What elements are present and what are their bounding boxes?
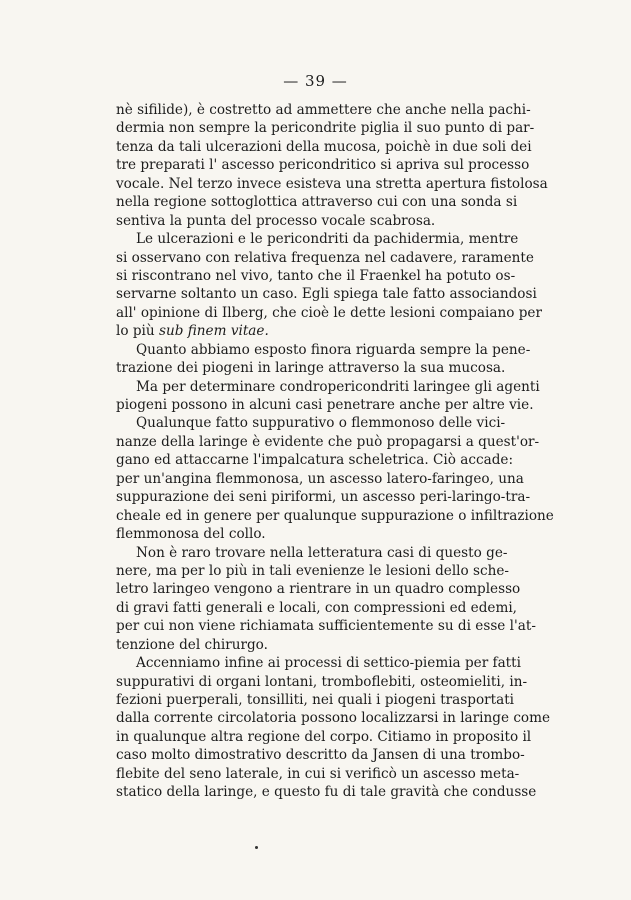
body-text — [116, 101, 554, 802]
text-line-content: tre preparati l' ascesso pericondritico si apriva sul processo — [116, 157, 530, 174]
text-line — [116, 709, 551, 727]
text-line — [116, 230, 519, 248]
text-line-content: tenzione del chirurgo. — [116, 636, 268, 653]
text-line-content: Quanto abbiamo esposto finora riguarda sempre la pene- — [136, 341, 531, 358]
text-line — [116, 599, 518, 617]
text-line — [116, 175, 548, 193]
text-line — [116, 673, 528, 691]
italic-phrase: sub finem vitae. — [158, 323, 269, 340]
text-line-content: tenza da tali ulcerazioni della mucosa, poichè in due soli dei — [116, 138, 532, 155]
text-line — [116, 636, 488, 654]
text-line — [116, 580, 521, 598]
text-line-content: trazione dei piogeni in laringe attraverso la sua mucosa. — [116, 360, 506, 377]
text-line-content: fezioni puerperali, tonsilliti, nei quali i piogeni trasportati — [116, 692, 515, 708]
text-line-content: lo più — [116, 323, 159, 340]
text-line — [116, 414, 506, 432]
text-line-content: cheale ed in genere per qualunque suppurazione o infiltrazione — [116, 507, 554, 524]
text-line-content: dermia non sempre la pericondrite piglia il suo punto di par- — [116, 120, 535, 137]
text-line — [116, 507, 554, 525]
text-line — [116, 783, 537, 801]
text-line-content: suppurativi di organi lontani, tromboflebiti, osteomieliti, in- — [116, 673, 528, 690]
page-number: — 39 — — [283, 72, 348, 90]
text-line — [116, 396, 534, 414]
text-line — [116, 267, 516, 285]
text-line — [116, 470, 524, 488]
ink-speck — [255, 846, 258, 849]
text-line — [116, 451, 514, 469]
text-line-content: dalla corrente circolatoria possono localizzarsi in laringe come — [116, 710, 551, 727]
text-line — [116, 101, 531, 119]
text-line — [116, 193, 518, 211]
text-line-content: all' opinione di Ilberg, che cioè le dette lesioni compaiano per — [116, 304, 542, 321]
text-line — [116, 119, 535, 137]
text-line-content: servarne soltanto un caso. Egli spiega tale fatto associandosi — [116, 286, 537, 303]
text-line-content: suppurazione dei seni piriformi, un ascesso peri-laringo-tra- — [116, 489, 531, 506]
text-line — [116, 285, 537, 303]
text-line — [116, 691, 515, 709]
text-line-content: in qualunque altra regione del corpo. Citiamo in proposito il — [116, 728, 532, 745]
text-line-content: caso molto dimostrativo descritto da Jansen di una trombo- — [116, 747, 525, 764]
text-line — [116, 322, 488, 340]
text-line — [116, 433, 540, 451]
text-line-content: Ma per determinare condropericondriti laringee gli agenti — [136, 378, 540, 395]
text-line-content: letro laringeo vengono a rientrare in un quadro complesso — [116, 581, 521, 598]
text-line — [116, 746, 525, 764]
text-line-content: sentiva la punta del processo vocale scabrosa. — [116, 212, 436, 229]
text-line-content: si osservano con relativa frequenza nel cadavere, raramente — [116, 249, 534, 266]
text-line — [116, 156, 530, 174]
text-line-content: Le ulcerazioni e le pericondriti da pachidermia, mentre — [136, 231, 519, 248]
text-line-content: per un'angina flemmonosa, un ascesso latero-faringeo, una — [116, 470, 524, 487]
text-line-content: nè sifilide), è costretto ad ammettere che anche nella pachi- — [116, 102, 531, 118]
text-line — [116, 341, 531, 359]
text-line-content: statico della laringe, e questo fu di tale gravità che condusse — [116, 784, 537, 801]
text-line-content: di gravi fatti generali e locali, con compressioni ed edemi, — [116, 599, 518, 616]
text-line-content: nanze della laringe è evidente che può propagarsi a quest'or- — [116, 433, 540, 450]
text-line — [116, 359, 506, 377]
text-line — [116, 765, 520, 783]
text-line-content: Qualunque fatto suppurativo o flemmonoso delle vici- — [136, 415, 506, 432]
text-line-content: vocale. Nel terzo invece esisteva una stretta apertura fistolosa — [116, 175, 548, 192]
text-line — [116, 525, 488, 543]
text-line — [116, 378, 540, 396]
text-line — [116, 249, 534, 267]
text-line — [116, 544, 508, 562]
text-line-content: Accenniamo infine ai processi di settico-piemia per fatti — [136, 655, 521, 672]
text-line-content: flebite del seno laterale, in cui si verificò un ascesso meta- — [116, 765, 520, 782]
text-line — [116, 728, 532, 746]
text-line-content: flemmonosa del collo. — [116, 526, 266, 543]
text-line-content: nere, ma per lo più in tali evenienze le lesioni dello sche- — [116, 562, 510, 579]
text-line-content: Non è raro trovare nella letteratura casi di questo ge- — [136, 544, 508, 561]
text-line — [116, 562, 510, 580]
text-line — [116, 304, 542, 322]
text-line-content: nella regione sottoglottica attraverso cui con una sonda si — [116, 194, 518, 211]
text-line-content: per cui non viene richiamata sufficientemente su di esse l'at- — [116, 618, 536, 635]
text-line — [116, 138, 532, 156]
text-line-content: piogeni possono in alcuni casi penetrare anche per altre vie. — [116, 397, 534, 413]
text-line — [116, 617, 536, 635]
text-line-content: gano ed attaccarne l'impalcatura scheletrica. Ciò accade: — [116, 452, 514, 469]
text-line-content: si riscontrano nel vivo, tanto che il Fraenkel ha potuto os- — [116, 267, 516, 284]
text-line — [116, 488, 531, 506]
text-line — [116, 212, 488, 230]
text-line — [116, 654, 521, 672]
